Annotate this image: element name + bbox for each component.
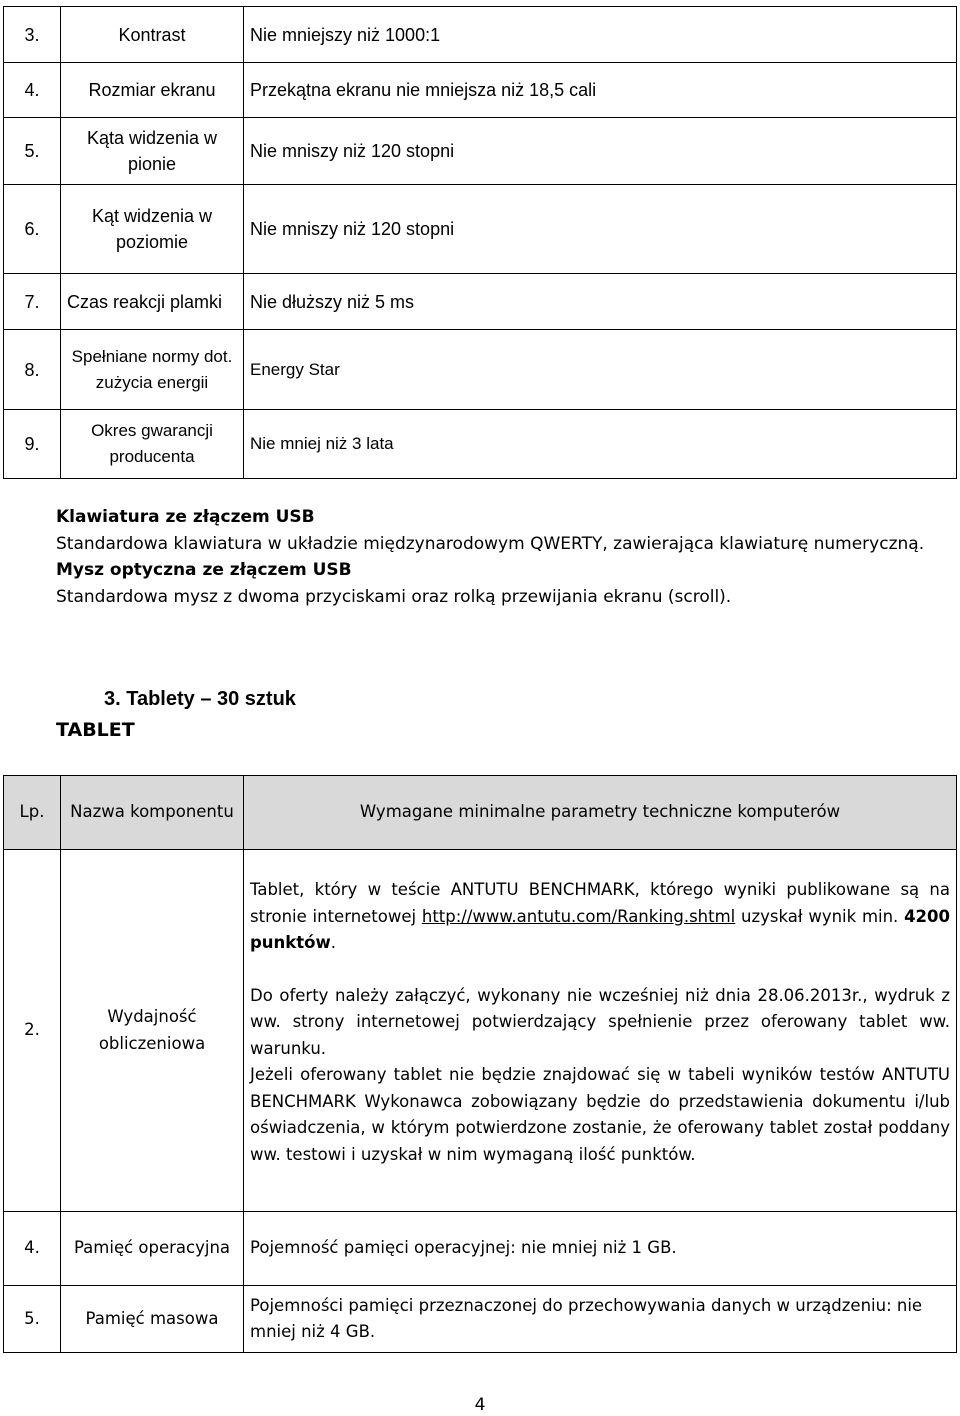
row-name: Czas reakcji plamki — [61, 274, 244, 330]
table-row — [4, 7, 957, 63]
offer-paragraph: Do oferty należy załączyć, wykonany nie wcześniej niż dnia 28.06.2013r., wydruk z ww. strony internetowej potwierdzający spełnienie przez oferowany tablet ww. warunku. — [250, 985, 950, 1058]
row-name: Kontrast — [61, 7, 244, 63]
row-number: 8. — [4, 330, 61, 410]
table-row — [4, 330, 957, 410]
table-row — [4, 63, 957, 118]
row-name: Rozmiar ekranu — [61, 63, 244, 118]
table-row — [4, 1212, 957, 1286]
antutu-ranking-link[interactable]: http://www.antutu.com/Ranking.shtml — [421, 906, 736, 926]
row-name: Pamięć operacyjna — [61, 1212, 244, 1286]
section-heading: 3. Tablety – 30 sztuk — [104, 688, 296, 710]
benchmark-paragraph — [250, 877, 950, 957]
row-number: 5. — [4, 118, 61, 185]
header-number: Lp. — [4, 776, 61, 850]
benchmark-text: Tablet, który w teście ANTUTU BENCHMARK, którego wyniki publikowane są na stronie internetowej — [250, 880, 950, 926]
row-value: Nie dłuższy niż 5 ms — [244, 274, 957, 330]
row-value — [244, 850, 957, 1212]
row-value: Nie mniszy niż 120 stopni — [244, 185, 957, 274]
benchmark-text-end: . — [330, 933, 336, 952]
row-number: 7. — [4, 274, 61, 330]
keyboard-description: Standardowa klawiatura w układzie międzynarodowym QWERTY, zawierająca klawiaturę numeryczną. — [56, 533, 925, 554]
row-name: Kąt widzenia w poziomie — [61, 185, 244, 274]
mouse-title: Mysz optyczna ze złączem USB — [56, 560, 352, 580]
row-number: 6. — [4, 185, 61, 274]
benchmark-text-2: uzyskał wynik min. — [735, 906, 905, 926]
row-value: Nie mniej niż 3 lata — [244, 410, 957, 479]
row-number: 5. — [4, 1286, 61, 1353]
row-value: Nie mniejszy niż 1000:1 — [244, 7, 957, 63]
table-row — [4, 274, 957, 330]
table-row — [4, 185, 957, 274]
tablet-specs-table — [3, 775, 957, 1353]
monitor-specs-table — [3, 6, 957, 479]
mouse-description: Standardowa mysz z dwoma przyciskami oraz rolką przewijania ekranu (scroll). — [56, 586, 732, 607]
row-value: Energy Star — [244, 330, 957, 410]
peripherals-section — [56, 504, 936, 610]
table-header-row — [4, 776, 957, 850]
row-number: 4. — [4, 1212, 61, 1286]
header-value: Wymagane minimalne parametry techniczne komputerów — [244, 776, 957, 850]
row-value: Pojemności pamięci przeznaczonej do przechowywania danych w urządzeniu: nie mniej niż 4 GB. — [244, 1286, 957, 1353]
row-value: Przekątna ekranu nie mniejsza niż 18,5 cali — [244, 63, 957, 118]
row-name: Pamięć masowa — [61, 1286, 244, 1353]
row-name: Wydajność obliczeniowa — [61, 850, 244, 1212]
keyboard-title: Klawiatura ze złączem USB — [56, 507, 315, 527]
row-name: Kąta widzenia w pionie — [61, 118, 244, 185]
row-value: Nie mniszy niż 120 stopni — [244, 118, 957, 185]
table-row — [4, 410, 957, 479]
missing-result-paragraph: Jeżeli oferowany tablet nie będzie znajdować się w tabeli wyników testów ANTUTU BENCHMARK Wykonawca zobowiązany będzie do przedstawienia dokumentu i/lub oświadczenia, w którym potwierdzone zostanie, że oferowany tablet został poddany ww. testowi i uzyskał w nim wymaganą ilość punktów. — [250, 1065, 950, 1164]
table-row — [4, 850, 957, 1212]
header-name: Nazwa komponentu — [61, 776, 244, 850]
row-number: 4. — [4, 63, 61, 118]
table-row — [4, 118, 957, 185]
benchmark-points: 4200 punktów — [250, 906, 950, 952]
row-number: 3. — [4, 7, 61, 63]
section-subheading: TABLET — [56, 719, 135, 741]
row-value: Pojemność pamięci operacyjnej: nie mniej niż 1 GB. — [244, 1212, 957, 1286]
row-name: Okres gwarancji producenta — [61, 410, 244, 479]
row-number: 2. — [4, 850, 61, 1212]
page-number: 4 — [474, 1395, 486, 1415]
row-number: 9. — [4, 410, 61, 479]
table-row — [4, 1286, 957, 1353]
row-name: Spełniane normy dot. zużycia energii — [61, 330, 244, 410]
